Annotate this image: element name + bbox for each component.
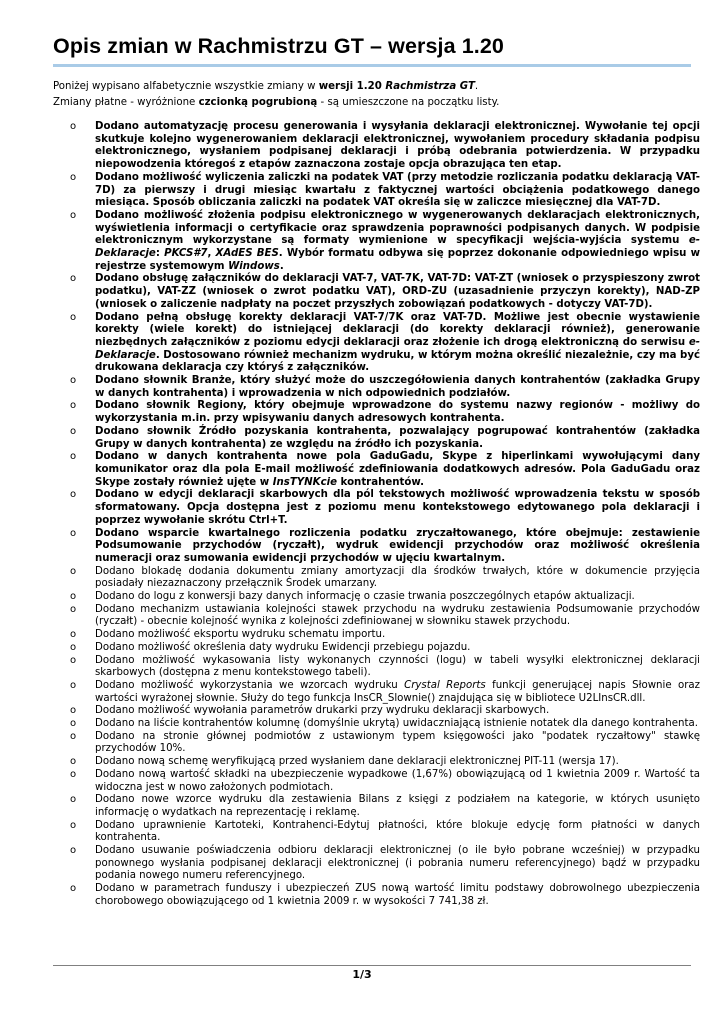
bullet-icon: o — [70, 121, 77, 132]
text-run: Dodano w parametrach funduszy i ubezpieczeń ZUS nową wartość limitu podstawy dobrowolnego ubezpieczenia chorobowego obowiązującego od 1 kwietnia 2009 r. w wysokości 7 741,38 zł. — [95, 883, 700, 907]
change-item — [70, 883, 700, 908]
bullet-icon: o — [70, 489, 77, 501]
bullet-icon: o — [70, 451, 77, 463]
text-run: Rachmistrza GT — [385, 81, 475, 92]
paid-change-item — [70, 489, 700, 527]
change-item — [70, 655, 700, 680]
changes-list — [70, 121, 700, 909]
change-item — [70, 845, 700, 883]
text-run: Dodano na liście kontrahentów kolumnę (domyślnie ukrytą) uwidaczniającą istnienie notatek dla danego kontrahenta. — [95, 718, 698, 730]
paid-change-item — [70, 273, 700, 311]
text-run: Dodano możliwość wyliczenia zaliczki na podatek VAT (przy metodzie rozliczania podatku deklaracją VAT-7D) za pierwszy i drugi miesiąc kwartału z faktycznej wartości obciążenia podatkowego danego miesiąca. Sposób obliczania zaliczki na podatek VAT określa się w zaliczce miesięcznej dla VAT-7D. — [95, 171, 700, 209]
text-run: Dodano nową wartość składki na ubezpieczenie wypadkowe (1,67%) obowiązującą od 1 kwietnia 2009 r. Wartość ta widoczna jest w nowo założonych podmiotach. — [95, 768, 700, 793]
text-run: kontrahentów. — [337, 476, 424, 488]
text-run: Windows — [228, 260, 280, 272]
text-run: Zmiany płatne - wyróżnione — [53, 97, 199, 108]
text-run: Dodano na stronie głównej podmiotów z ustawionym typem księgowości jako "podatek ryczałtowy" stawkę przychodów 10%. — [95, 730, 700, 755]
text-run: Dodano słownik Źródło pozyskania kontrahenta, pozwalający pogrupować kontrahentów (zakładka Grupy w danych kontrahenta) ze względu na źródło ich pozyskania. — [95, 425, 700, 450]
text-run: Dodano słownik Regiony, który obejmuje wprowadzone do systemu nazwy regionów - możliwy do wykorzystania m.in. przy wpisywaniu danych adresowych kontrahenta. — [95, 400, 700, 425]
paid-change-item — [70, 210, 700, 274]
bullet-icon: o — [70, 527, 77, 539]
paid-change-item — [70, 312, 700, 376]
text-run: wersji 1.20 — [318, 81, 386, 92]
bullet-icon: o — [70, 375, 77, 387]
text-run: Dodano możliwość określenia daty wydruku Ewidencji przebiegu pojazdu. — [95, 641, 471, 653]
text-run: Dodano nowe wzorce wydruku dla zestawienia Bilans z księgi z podziałem na kategorie, w których usunięto informację o wydatkach na reprezentację i reklamę. — [95, 794, 700, 818]
text-run: XAdES BES — [215, 248, 279, 260]
bullet-icon: o — [70, 883, 77, 895]
text-run: funkcji generującej napis Słownie oraz wartości wyrażonej słownie. Służy do tego funkcja InsCR_Slownie() znajdująca się w bibliotece U2LInsCR.dll. — [95, 679, 700, 704]
bullet-icon: o — [70, 819, 77, 831]
change-item — [70, 756, 700, 769]
text-run: Poniżej wypisano alfabetycznie wszystkie zmiany w — [53, 81, 319, 92]
text-run: Dodano nową schemę weryfikującą przed wysłaniem dane deklaracji elektronicznej PIT-11 (wersja 17). — [95, 756, 619, 768]
intro — [53, 79, 693, 111]
paid-change-item — [70, 400, 700, 425]
text-run: : — [155, 248, 165, 260]
change-item — [70, 731, 700, 756]
bullet-icon: o — [70, 400, 77, 412]
bullet-icon: o — [70, 209, 77, 221]
text-run: Dodano możliwość wywołania parametrów drukarki przy wydruku deklaracji skarbowych. — [95, 705, 550, 717]
bullet-icon: o — [70, 845, 77, 857]
text-run: Dodano możliwość wykasowania listy wykonanych czynności (logu) w tabeli wysyłki elektronicznej deklaracji skarbowych (dostępna z menu kontekstowego tabeli). — [95, 654, 700, 679]
change-item — [70, 705, 700, 718]
change-item — [70, 591, 700, 604]
bullet-icon: o — [70, 705, 77, 717]
text-run: Dodano w danych kontrahenta nowe pola GaduGadu, Skype z hiperlinkami wywołującymi dany komunikator oraz dla pola E-mail możliwość zdefiniowania dodatkowych adresów. Pola GaduGadu oraz Skype zostały również ujęte w — [95, 451, 700, 488]
paid-change-item — [70, 121, 700, 172]
paid-change-item — [70, 451, 700, 489]
paid-change-item — [70, 426, 700, 451]
text-run: Dodano mechanizm ustawiania kolejności stawek przychodu na wydruku zestawienia Podsumowanie przychodów (ryczałt) - obecnie kolejność wynika z kolejności zdefiniowanej w słowniku stawek przychodu. — [95, 603, 700, 628]
bullet-icon: o — [70, 273, 77, 285]
text-run: . — [474, 81, 479, 92]
paid-change-item — [70, 375, 700, 400]
paid-change-item — [70, 528, 700, 566]
bullet-icon: o — [70, 311, 77, 323]
bullet-icon: o — [70, 756, 77, 768]
text-run: Dodano usuwanie poświadczenia odbioru deklaracji elektronicznej (o ile było pobrane wcześniej) w przypadku ponownego wysłania podpisanej deklaracji elektronicznej (i pobrania numeru referencyjnego) bądź w przypadku podania nowego numeru referencyjnego. — [95, 845, 700, 882]
text-run: e-Deklaracje — [95, 235, 700, 260]
change-item — [70, 718, 700, 731]
text-run: PKCS#7 — [164, 248, 208, 260]
title-underline — [53, 64, 691, 67]
bullet-icon: o — [70, 629, 77, 641]
text-run: . — [279, 260, 284, 272]
bullet-icon: o — [70, 603, 77, 615]
text-run: Dodano wsparcie kwartalnego rozliczenia podatku zryczałtowanego, które obejmuje: zestawienie Podsumowanie przychodów (ryczałt), wydruk ewidencji przychodów oraz możliwość określenia numeracji oraz sumowania ewidencji przychodów w ujęciu kwartalnym. — [95, 527, 700, 564]
text-run: Dodano pełną obsługę korekty deklaracji VAT-7/7K oraz VAT-7D. Możliwe jest obecnie wystawienie korekty (wiele korekt) do istniejącej deklaracji (do korekty deklaracji również), generowanie niezbędnych załączników z poziomu edycji deklaracji oraz złożenie ich drogą elektroniczną do serwisu — [95, 311, 700, 348]
bullet-icon: o — [70, 565, 77, 577]
text-run: Dodano możliwość eksportu wydruku schematu importu. — [95, 629, 386, 641]
footer-rule — [53, 965, 691, 966]
text-run: . Dostosowano również mechanizm wydruku, w którym można określić niezależnie, czy ma być drukowana deklaracja czy któryś z załączników. — [95, 349, 700, 374]
bullet-icon: o — [70, 718, 77, 730]
text-run: Dodano do logu z konwersji bazy danych informację o czasie trwania poszczególnych etapów aktualizacji. — [95, 591, 635, 603]
text-run: Dodano automatyzację procesu generowania i wysyłania deklaracji elektronicznej. Wywołanie tej opcji skutkuje kolejno wygenerowaniem deklaracji elektronicznej, wywołaniem procedury składania podpisu elektronicznego, wysłaniem podpisanej deklaracji i próbą odebrania potwierdzenia. W przypadku niepowodzenia któregoś z etapów zaznaczona zostaje opcja obrazująca ten etap. — [95, 121, 700, 171]
bullet-icon: o — [70, 768, 77, 780]
text-run: Dodano możliwość wykorzystania we wzorcach wydruku — [95, 679, 405, 691]
text-run: , — [207, 248, 216, 260]
bullet-icon: o — [70, 679, 77, 691]
page-number: 1/3 — [352, 968, 372, 981]
bullet-icon: o — [70, 730, 77, 742]
page-title: Opis zmian w Rachmistrzu GT – wersja 1.20 — [53, 34, 504, 58]
bullet-icon: o — [70, 641, 77, 653]
text-run: e-Deklaracje — [95, 336, 700, 361]
change-item — [70, 629, 700, 642]
paid-change-item — [70, 172, 700, 210]
change-item — [70, 794, 700, 819]
bullet-icon: o — [70, 591, 77, 603]
text-run: Dodano blokadę dodania dokumentu zmiany amortyzacji dla środków trwałych, które w dokumencie przyjęcia posiadały niezaznaczony przełącznik Środek umarzany. — [95, 565, 700, 590]
text-run: Dodano w edycji deklaracji skarbowych dla pól tekstowych możliwość wprowadzenia tekstu w sposób sformatowany. Opcja dostępna jest z poziomu menu kontekstowego edytowanego pola deklaracji i poprzez wywołanie skrótu Ctrl+T. — [95, 489, 700, 526]
bullet-icon: o — [70, 654, 77, 666]
text-run: . Wybór formatu odbywa się poprzez dokonanie odpowiedniego wpisu w rejestrze systemowym — [95, 248, 701, 272]
bullet-icon: o — [70, 171, 77, 183]
intro-line-1 — [53, 79, 693, 95]
change-item — [70, 566, 700, 591]
change-item — [70, 769, 700, 794]
text-run: Dodano uprawnienie Kartoteki, Kontrahenci-Edytuj płatności, które blokuje edycję form płatności w danych kontrahenta. — [95, 819, 700, 844]
change-item — [70, 604, 700, 629]
text-run: Dodano słownik Branże, który służyć może do uszczegółowienia danych kontrahentów (zakładka Grupy w danych kontrahenta) i wprowadzenia w nich odpowiednich podziałów. — [95, 375, 700, 399]
text-run: Dodano możliwość złożenia podpisu elektronicznego w wygenerowanych deklaracjach elektronicznych, wyświetlenia informacji o certyfikacie oraz sprawdzenia poprawności podpisanych danych. W podpisie elektronicznym wykorzystane są formaty wymienione w specyfikacji wejścia-wyjścia systemu — [95, 209, 700, 247]
change-item — [70, 680, 700, 705]
text-run: Crystal Reports — [404, 679, 486, 691]
text-run: Dodano obsługę załączników do deklaracji VAT-7, VAT-7K, VAT-7D: VAT-ZT (wniosek o przyspieszony zwrot podatku), VAT-ZZ (wniosek o zwrot podatku VAT), ORD-ZU (uzasadnienie przyczyn korekty), NAD-ZP (wniosek o zaliczenie nadpłaty na poczet przyszłych zobowiązań podatkowych - dotyczy VAT-7D). — [95, 273, 700, 310]
text-run: InsTYNKcie — [272, 476, 338, 488]
change-item — [70, 820, 700, 845]
bullet-icon: o — [70, 425, 77, 437]
change-item — [70, 642, 700, 655]
text-run: czcionką pogrubioną — [198, 97, 318, 108]
intro-line-2 — [53, 95, 693, 111]
bullet-icon: o — [70, 794, 77, 806]
text-run: - są umieszczone na początku listy. — [317, 97, 500, 108]
